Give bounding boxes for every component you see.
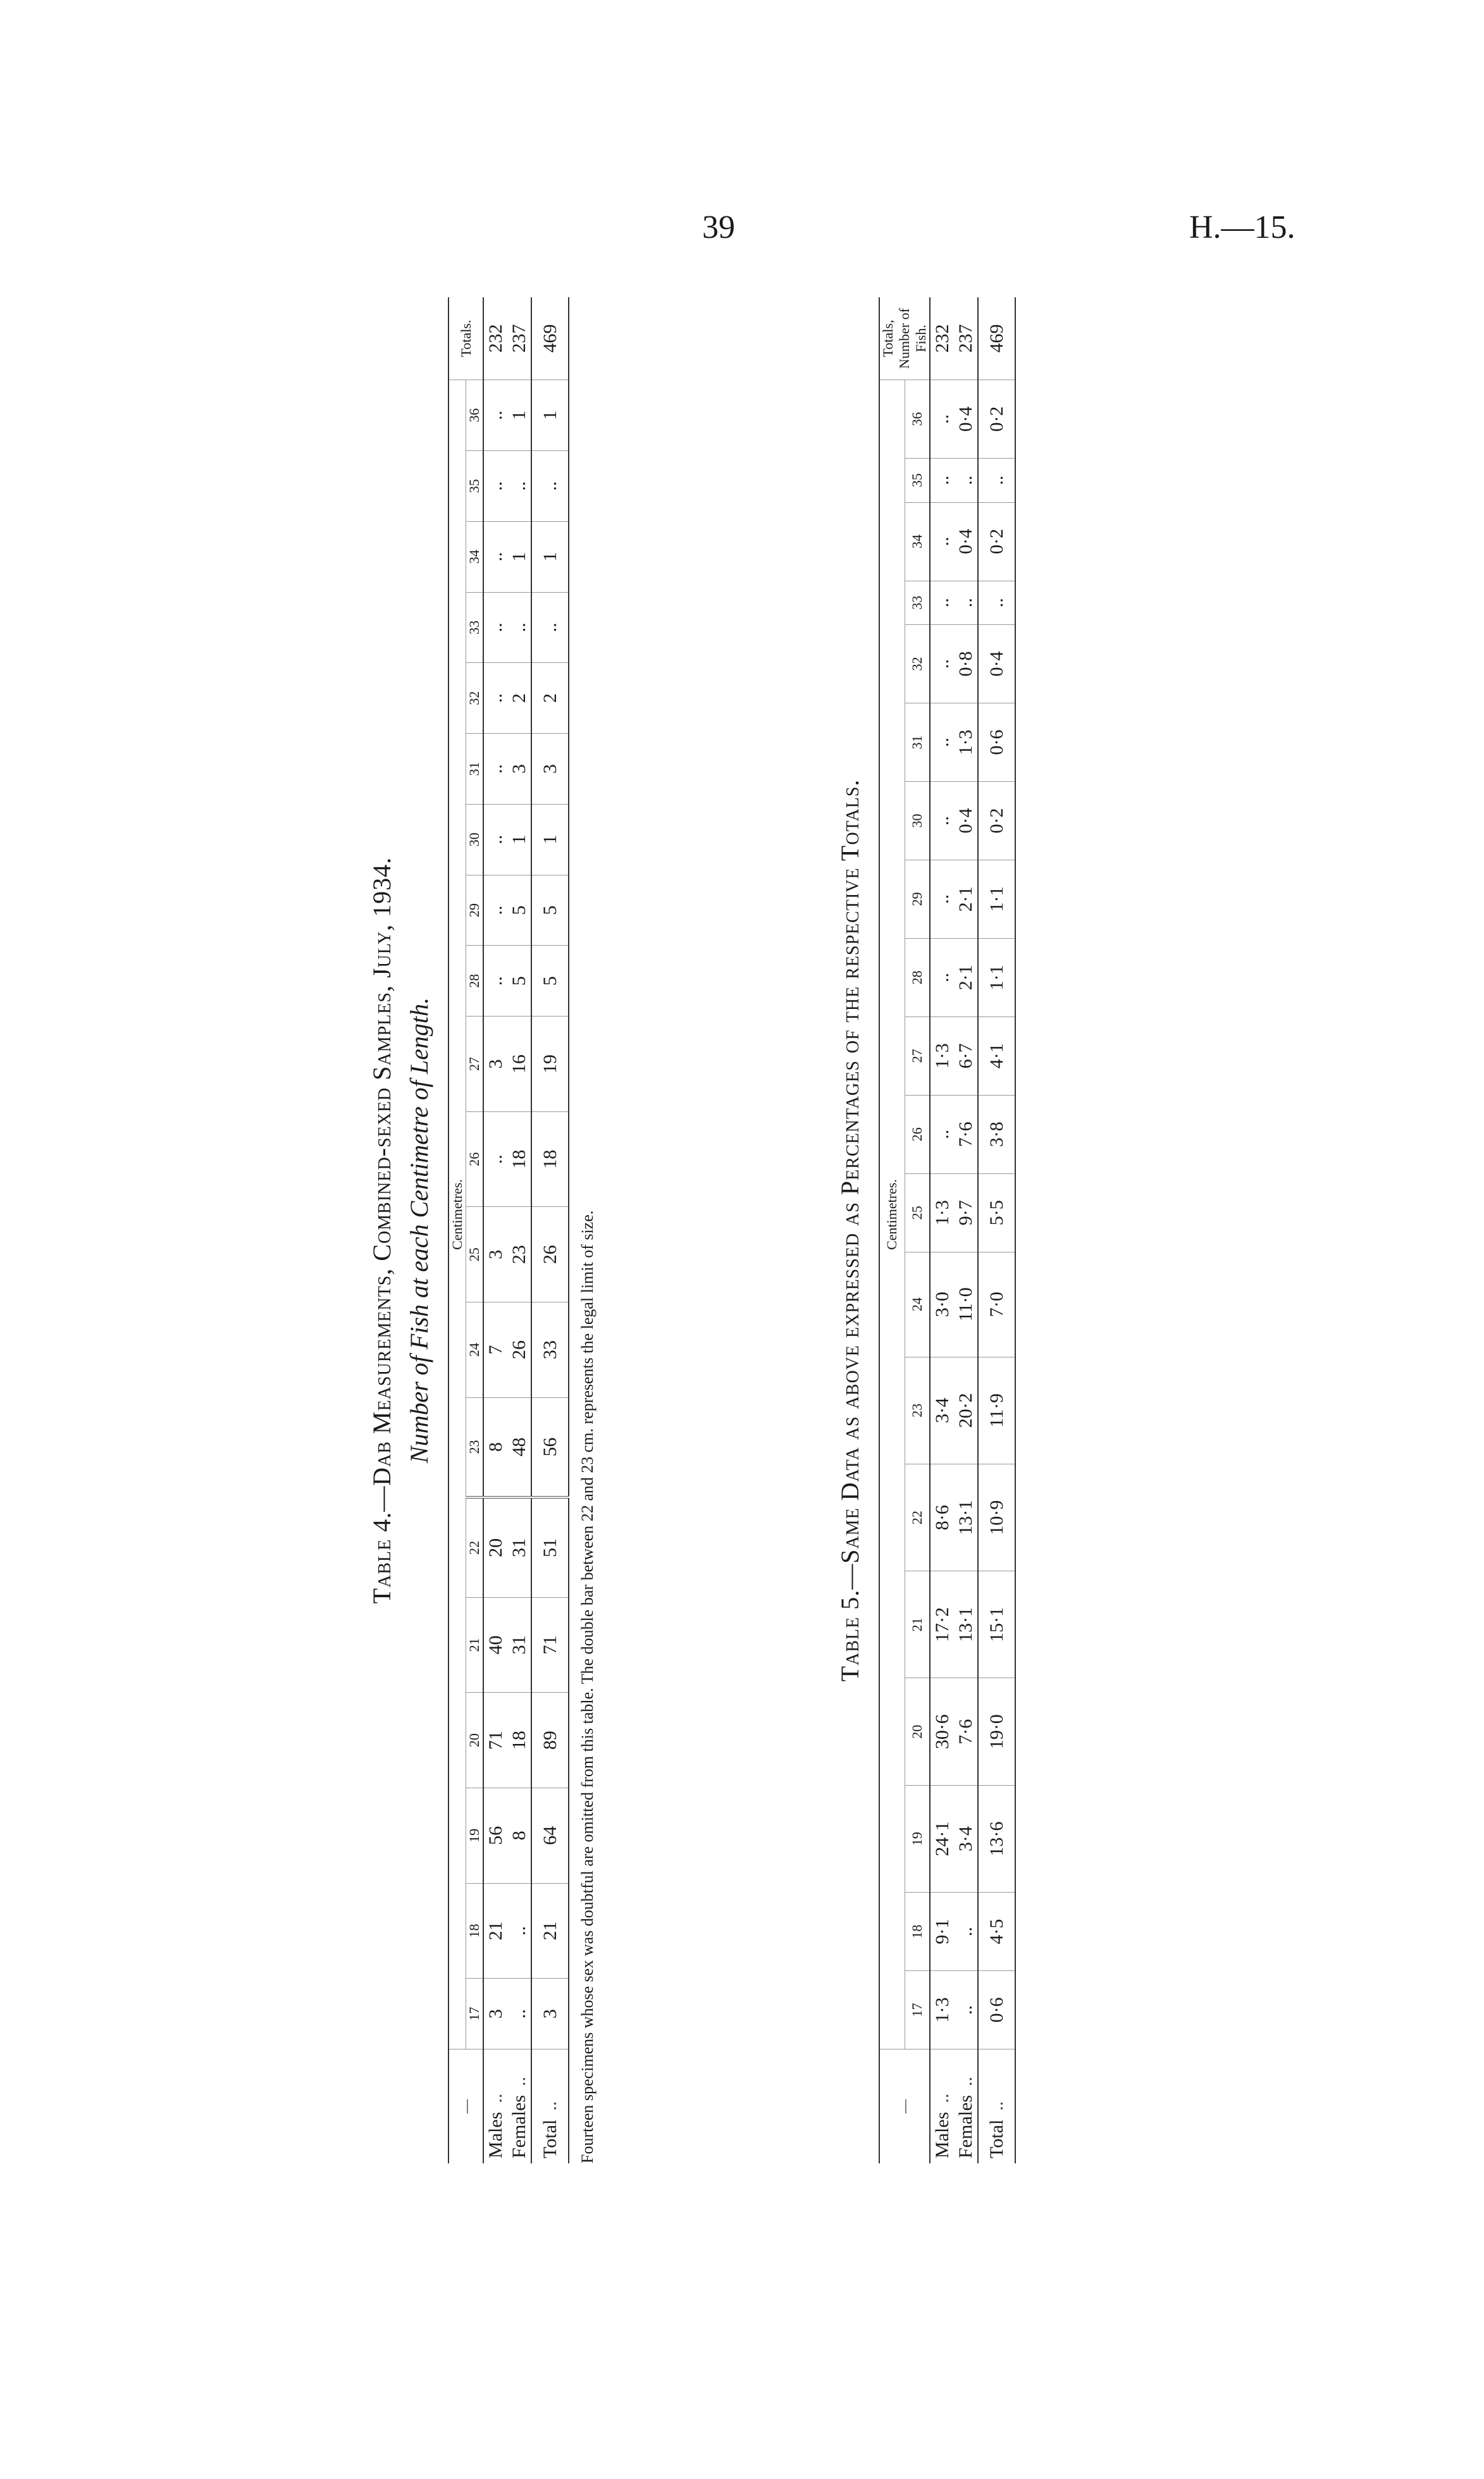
cell-value: 1 (509, 411, 529, 420)
table4-footnote: Fourteen specimens whose sex was doubtful are omitted from this table. The double bar between 22 and 23 cm. represents the legal limit of size. (578, 1210, 597, 2163)
value-cell (483, 804, 531, 875)
cell-value: 56 (485, 1826, 506, 1845)
grand-total: 469 (978, 297, 1015, 380)
cell-value: 0·4 (955, 406, 976, 432)
total-value: 1·1 (978, 938, 1015, 1017)
value-cell (930, 380, 978, 459)
cell-value: .. (485, 552, 506, 562)
row-label-text: Males (485, 2111, 506, 2158)
cell-value: .. (509, 481, 529, 491)
table5 (879, 297, 1016, 2163)
value-cell (930, 1785, 978, 1892)
cell-value: 31 (509, 1635, 529, 1655)
column-header: 22 (905, 1464, 930, 1571)
value-cell (930, 1678, 978, 1785)
total-value: 1·1 (978, 860, 1015, 938)
cell-value: 13·1 (955, 1607, 976, 1642)
column-header: 34 (905, 502, 930, 581)
column-header: 32 (466, 663, 484, 734)
cell-value: .. (932, 815, 953, 825)
total-label: Total (540, 2119, 560, 2158)
total-value: 4·1 (978, 1017, 1015, 1095)
cell-value: 5 (509, 976, 529, 986)
cell-value: .. (932, 972, 953, 982)
value-cell (930, 625, 978, 703)
cell-value: 21 (485, 1921, 506, 1941)
value-cell (930, 781, 978, 860)
row-total: 237 (955, 324, 976, 353)
cell-value: 8 (485, 1442, 506, 1452)
value-cell (930, 1252, 978, 1357)
column-header: 24 (466, 1302, 484, 1398)
cell-value: 40 (485, 1635, 506, 1655)
total-value: 3 (531, 1979, 569, 2049)
value-cell (483, 1397, 531, 1497)
total-value: 71 (531, 1597, 569, 1693)
value-cell (483, 875, 531, 946)
cell-value: .. (485, 411, 506, 420)
total-value: 5 (531, 875, 569, 946)
column-header: 27 (466, 1017, 484, 1112)
total-value: 0·6 (978, 703, 1015, 782)
table4-group-header: Centimetres. (448, 380, 466, 2049)
cell-value: .. (932, 894, 953, 904)
total-value: 1 (531, 521, 569, 592)
leader-dots: .. (955, 2077, 976, 2087)
total-value: 64 (531, 1788, 569, 1883)
column-header: 20 (905, 1678, 930, 1785)
value-cell (930, 1095, 978, 1173)
row-total-cell (483, 297, 531, 380)
value-cell (483, 380, 531, 451)
table5-title: Table 5.—Same Data as above expressed as Percentages of the respective Totals. (836, 779, 864, 1682)
total-value: 13·6 (978, 1785, 1015, 1892)
row-label-text: Females (955, 2095, 976, 2158)
page-number: 39 (702, 209, 735, 245)
cell-value: .. (509, 2009, 529, 2019)
column-header: 32 (905, 625, 930, 703)
total-value: 3 (531, 734, 569, 805)
value-cell (483, 1497, 531, 1597)
column-header: 23 (905, 1357, 930, 1464)
column-header: 21 (466, 1597, 484, 1693)
total-value: 0·2 (978, 380, 1015, 459)
total-value: .. (978, 581, 1015, 625)
cell-value: 71 (485, 1731, 506, 1750)
value-cell (483, 1788, 531, 1883)
value-cell (483, 1111, 531, 1207)
column-header: 31 (466, 734, 484, 805)
table5-group-header: Centimetres. (879, 380, 905, 2049)
value-cell (930, 1464, 978, 1571)
cell-value: 8 (509, 1831, 529, 1841)
cell-value: 3 (485, 2009, 506, 2019)
cell-value: 31 (509, 1538, 529, 1557)
column-header: 33 (466, 592, 484, 663)
total-value: 10·9 (978, 1464, 1015, 1571)
total-value: 19·0 (978, 1678, 1015, 1785)
cell-value: .. (932, 737, 953, 747)
total-value: .. (978, 459, 1015, 503)
cell-value: .. (509, 1926, 529, 1936)
cell-value: .. (485, 481, 506, 491)
cell-value: 23 (509, 1245, 529, 1264)
cell-value: 7 (485, 1345, 506, 1355)
grand-total: 469 (531, 297, 569, 380)
total-value: 89 (531, 1693, 569, 1788)
value-cell (483, 946, 531, 1017)
column-header: 22 (466, 1497, 484, 1597)
total-value: 7·0 (978, 1252, 1015, 1357)
total-value: 0·2 (978, 781, 1015, 860)
value-cell (930, 459, 978, 503)
total-value: 11·9 (978, 1357, 1015, 1464)
table4-title: Table 4.—Dab Measurements, Combined-sexed Samples, July, 1934. (368, 856, 396, 1604)
value-cell (930, 1173, 978, 1252)
row-total: 232 (485, 324, 506, 353)
total-label-cell (978, 2049, 1015, 2164)
column-header: 24 (905, 1252, 930, 1357)
table-row (483, 297, 531, 2163)
cell-value: .. (932, 598, 953, 608)
row-label-text: Females (509, 2095, 529, 2158)
cell-value: .. (932, 536, 953, 547)
cell-value: 5 (509, 905, 529, 915)
value-cell (483, 450, 531, 521)
row-label-cell (930, 2049, 978, 2164)
cell-value: .. (485, 1154, 506, 1165)
column-header: 34 (466, 521, 484, 592)
cell-value: 20 (485, 1538, 506, 1557)
leader-dots: .. (540, 2101, 560, 2111)
cell-value: 20·2 (955, 1393, 976, 1428)
total-value: 0·4 (978, 625, 1015, 703)
total-value: 3·8 (978, 1095, 1015, 1173)
table5-block (835, 297, 1101, 2163)
table4-block (367, 297, 721, 2163)
total-value: 26 (531, 1207, 569, 1302)
cell-value: 3·4 (955, 1826, 976, 1852)
value-cell (483, 521, 531, 592)
column-header: 35 (466, 450, 484, 521)
column-header: 29 (905, 860, 930, 938)
cell-value: 7·6 (955, 1122, 976, 1147)
cell-value: 26 (509, 1340, 529, 1359)
column-header: 27 (905, 1017, 930, 1095)
column-header: 26 (466, 1111, 484, 1207)
value-cell (483, 1597, 531, 1693)
cell-value: 0·8 (955, 651, 976, 677)
value-cell (930, 1971, 978, 2049)
total-value: 18 (531, 1111, 569, 1207)
value-cell (483, 1693, 531, 1788)
row-label-cell (483, 2049, 531, 2164)
cell-value: .. (955, 475, 976, 485)
cell-value: 7·6 (955, 1719, 976, 1745)
column-header: 23 (466, 1397, 484, 1497)
value-cell (483, 663, 531, 734)
cell-value: 6·7 (955, 1043, 976, 1069)
column-header: 33 (905, 581, 930, 625)
column-header: 26 (905, 1095, 930, 1173)
table4-subtitle: Number of Fish at each Centimetre of Length. (405, 997, 433, 1464)
table4-dash-header: — (457, 2099, 474, 2113)
cell-value: .. (485, 905, 506, 915)
value-cell (930, 938, 978, 1017)
leader-dots: .. (932, 2093, 953, 2103)
cell-value: .. (485, 976, 506, 986)
column-header: 17 (466, 1979, 484, 2049)
value-cell (483, 592, 531, 663)
leader-dots: .. (485, 2093, 506, 2103)
cell-value: 24·1 (932, 1821, 953, 1857)
value-cell (930, 860, 978, 938)
total-value: .. (531, 450, 569, 521)
table-total-row (978, 297, 1015, 2163)
column-header: 31 (905, 703, 930, 782)
cell-value: 30·6 (932, 1714, 953, 1750)
value-cell (483, 1302, 531, 1398)
column-header: 20 (466, 1693, 484, 1788)
value-cell (483, 1979, 531, 2049)
value-cell (930, 502, 978, 581)
leader-dots: .. (509, 2077, 529, 2087)
cell-value: 1 (509, 834, 529, 844)
cell-value: .. (485, 834, 506, 844)
cell-value: 11·0 (955, 1287, 976, 1322)
cell-value: 1 (509, 552, 529, 562)
value-cell (930, 1571, 978, 1678)
total-value: 1 (531, 804, 569, 875)
cell-value: 17·2 (932, 1607, 953, 1642)
value-cell (930, 1017, 978, 1095)
cell-value: .. (485, 693, 506, 703)
cell-value: 2·1 (955, 965, 976, 991)
value-cell (483, 734, 531, 805)
column-header: 36 (466, 380, 484, 451)
cell-value: 2·1 (955, 886, 976, 912)
table-row (930, 297, 978, 2163)
total-value: 5 (531, 946, 569, 1017)
column-header: 25 (905, 1173, 930, 1252)
value-cell (930, 703, 978, 782)
total-label: Total (986, 2119, 1007, 2158)
column-header: 29 (466, 875, 484, 946)
cell-value: 3·4 (932, 1397, 953, 1423)
total-value: 4·5 (978, 1893, 1015, 1971)
column-header: 17 (905, 1971, 930, 2049)
cell-value: 3·0 (932, 1292, 953, 1318)
cell-value: .. (932, 475, 953, 485)
cell-value: 3 (485, 1059, 506, 1069)
cell-value: 1·3 (932, 1200, 953, 1226)
value-cell (930, 581, 978, 625)
value-cell (483, 1207, 531, 1302)
cell-value: 9·7 (955, 1200, 976, 1226)
column-header: 19 (466, 1788, 484, 1883)
cell-value: .. (955, 598, 976, 608)
cell-value: 0·4 (955, 808, 976, 834)
column-header: 30 (905, 781, 930, 860)
value-cell (483, 1883, 531, 1979)
cell-value: 48 (509, 1437, 529, 1457)
column-header: 18 (905, 1893, 930, 1971)
column-header: 18 (466, 1883, 484, 1979)
document-reference: H.—15. (1189, 209, 1295, 245)
cell-value: .. (932, 414, 953, 424)
total-value: .. (531, 592, 569, 663)
column-header: 35 (905, 459, 930, 503)
cell-value: 18 (509, 1149, 529, 1169)
table4 (448, 297, 569, 2163)
column-header: 19 (905, 1785, 930, 1892)
total-value: 5·5 (978, 1173, 1015, 1252)
cell-value: .. (955, 1927, 976, 1937)
row-total-cell (930, 297, 978, 380)
total-value: 0·2 (978, 502, 1015, 581)
column-header: 25 (466, 1207, 484, 1302)
cell-value: 1·3 (955, 729, 976, 755)
table-total-row (531, 297, 569, 2163)
cell-value: 1·3 (932, 1997, 953, 2023)
cell-value: 8·6 (932, 1505, 953, 1531)
column-header: 28 (466, 946, 484, 1017)
column-header: 28 (905, 938, 930, 1017)
row-label (507, 2049, 531, 2158)
total-value: 2 (531, 663, 569, 734)
cell-value: 16 (509, 1054, 529, 1073)
cell-value: 9·1 (932, 1919, 953, 1944)
total-value: 15·1 (978, 1571, 1015, 1678)
cell-value: 13·1 (955, 1500, 976, 1535)
cell-value: 0·4 (955, 529, 976, 555)
total-value: 1 (531, 380, 569, 451)
total-value: 21 (531, 1883, 569, 1979)
row-total: 232 (932, 324, 953, 353)
value-cell (930, 1893, 978, 1971)
cell-value: 18 (509, 1731, 529, 1750)
total-value: 56 (531, 1397, 569, 1497)
total-label-cell (531, 2049, 569, 2164)
cell-value: .. (509, 622, 529, 633)
value-cell (483, 1017, 531, 1112)
column-header: 30 (466, 804, 484, 875)
cell-value: .. (485, 763, 506, 774)
cell-value: 1·3 (932, 1043, 953, 1069)
table5-totals-header: Totals, Number of Fish. (879, 297, 930, 380)
cell-value: .. (932, 1129, 953, 1139)
table4-totals-header: Totals. (448, 297, 483, 380)
total-value: 0·6 (978, 1971, 1015, 2049)
cell-value: .. (932, 659, 953, 669)
cell-value: 2 (509, 693, 529, 703)
column-header: 36 (905, 380, 930, 459)
value-cell (930, 1357, 978, 1464)
row-label (484, 2049, 507, 2158)
cell-value: 3 (485, 1249, 506, 1259)
total-value: 19 (531, 1017, 569, 1112)
leader-dots: .. (986, 2101, 1007, 2111)
cell-value: 3 (509, 763, 529, 774)
row-label (954, 2049, 977, 2158)
row-label (931, 2049, 954, 2158)
row-label-text: Males (932, 2111, 953, 2158)
column-header: 21 (905, 1571, 930, 1678)
table5-dash-header: — (896, 2099, 912, 2113)
total-value: 33 (531, 1302, 569, 1398)
cell-value: .. (955, 2005, 976, 2015)
total-value: 51 (531, 1497, 569, 1597)
row-total: 237 (509, 324, 529, 353)
cell-value: .. (485, 622, 506, 633)
